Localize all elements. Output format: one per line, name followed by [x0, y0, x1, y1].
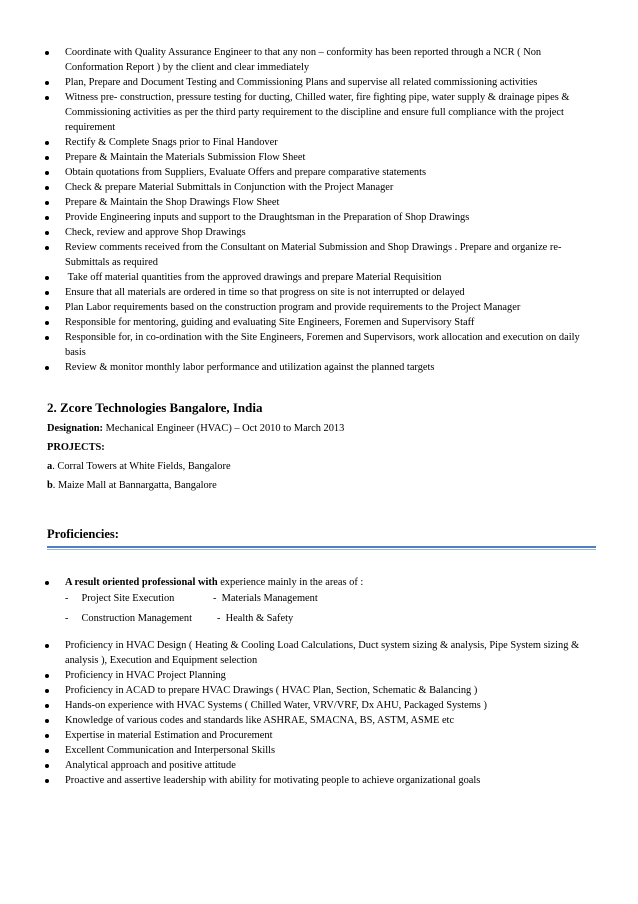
list-item-text: Review & monitor monthly labor performance and utilization against the planned targets	[65, 362, 435, 373]
list-item	[0, 135, 638, 150]
list-item-text: Prepare & Maintain the Materials Submission Flow Sheet	[65, 152, 306, 163]
list-item	[0, 75, 638, 90]
bullet-icon	[45, 201, 49, 205]
bullet-icon	[45, 704, 49, 708]
bullet-icon	[45, 306, 49, 310]
list-item	[0, 743, 638, 758]
section-divider-shadow	[47, 549, 596, 550]
list-item	[0, 240, 638, 270]
list-item-text: Hands-on experience with HVAC Systems ( Chilled Water, VRV/VRF, Dx AHU, Packaged Systems )	[65, 700, 487, 711]
bullet-icon	[45, 764, 49, 768]
bullet-icon	[45, 749, 49, 753]
list-item	[0, 773, 638, 788]
list-item-text: Responsible for, in co-ordination with the Site Engineers, Foremen and Supervisors, work allocation and execution on daily basis	[65, 332, 580, 358]
proficiencies-heading: Proficiencies:	[47, 527, 119, 541]
list-item-text: Provide Engineering inputs and support to the Draughtsman in the Preparation of Shop Drawings	[65, 212, 470, 223]
list-item	[0, 150, 638, 165]
list-item	[0, 668, 638, 683]
list-item	[0, 165, 638, 180]
bullet-icon	[45, 719, 49, 723]
list-item	[0, 330, 638, 360]
bullet-icon	[45, 291, 49, 295]
list-item-text: Proactive and assertive leadership with ability for motivating people to achieve organizational goals	[65, 775, 481, 786]
list-item	[0, 90, 638, 135]
bullet-icon	[45, 171, 49, 175]
bullet-icon	[45, 674, 49, 678]
bullet-icon	[45, 216, 49, 220]
area-right: - Health & Safety	[217, 613, 294, 624]
list-item-text: Excellent Communication and Interpersonal Skills	[65, 745, 276, 756]
area-right: - Materials Management	[213, 593, 318, 604]
area-left: - Project Site Execution	[65, 593, 175, 604]
list-item-text: Coordinate with Quality Assurance Engineer to that any non – conformity has been reported through a NCR ( Non Conformation Report ) by the client and clear immediately	[65, 47, 542, 73]
project-text: . Corral Towers at White Fields, Bangalore	[52, 461, 231, 472]
area-row	[65, 591, 592, 606]
bullet-icon	[45, 96, 49, 100]
list-item-text: Proficiency in HVAC Project Planning	[65, 670, 226, 681]
section-divider	[47, 546, 596, 548]
list-item	[0, 360, 638, 375]
designation-label: Designation:	[47, 423, 103, 434]
bullet-icon	[45, 321, 49, 325]
list-item-text: Check & prepare Material Submittals in Conjunction with the Project Manager	[65, 182, 394, 193]
bullet-icon	[45, 366, 49, 370]
list-item-text: Responsible for mentoring, guiding and evaluating Site Engineers, Foremen and Supervisory Staff	[65, 317, 475, 328]
list-item	[0, 758, 638, 773]
list-item-text: Obtain quotations from Suppliers, Evaluate Offers and prepare comparative statements	[65, 167, 427, 178]
bullet-icon	[45, 644, 49, 648]
bullet-icon	[45, 186, 49, 190]
area-left: - Construction Management	[65, 613, 192, 624]
list-item-text: Take off material quantities from the approved drawings and prepare Material Requisition	[65, 272, 442, 283]
list-item	[0, 195, 638, 210]
list-item-text: Analytical approach and positive attitude	[65, 760, 236, 771]
list-item	[0, 698, 638, 713]
bullet-icon	[45, 689, 49, 693]
responsibilities-list	[0, 45, 638, 375]
list-item-text: Plan Labor requirements based on the construction program and provide requirements to the Project Manager	[65, 302, 521, 313]
list-item	[0, 728, 638, 743]
list-item-text: Knowledge of various codes and standards like ASHRAE, SMACNA, BS, ASTM, ASME etc	[65, 715, 455, 726]
list-item-text: Prepare & Maintain the Shop Drawings Flow Sheet	[65, 197, 280, 208]
project-letter: a	[47, 461, 53, 472]
proficiencies-list	[0, 575, 638, 788]
list-item-text: Proficiency in ACAD to prepare HVAC Drawings ( HVAC Plan, Section, Schematic & Balancing )	[65, 685, 478, 696]
list-item-text: Plan, Prepare and Document Testing and Commissioning Plans and supervise all related commissioning activities	[65, 77, 538, 88]
designation-line	[47, 421, 344, 436]
intro-text: experience mainly in the areas of :	[217, 577, 364, 588]
bullet-icon	[45, 81, 49, 85]
list-item	[0, 285, 638, 300]
list-item	[0, 713, 638, 728]
list-item-text: Expertise in material Estimation and Procurement	[65, 730, 273, 741]
list-item	[0, 270, 638, 285]
list-item	[0, 225, 638, 240]
bullet-icon	[45, 51, 49, 55]
list-item-text: Rectify & Complete Snags prior to Final Handover	[65, 137, 278, 148]
project-text: . Maize Mall at Bannargatta, Bangalore	[52, 480, 217, 491]
designation-value: Mechanical Engineer (HVAC) – Oct 2010 to March 2013	[103, 423, 345, 434]
project-item	[47, 478, 217, 493]
list-item-text: Proficiency in HVAC Design ( Heating & Cooling Load Calculations, Duct system sizing & analysis, Pipe System sizing & analysis ), Execution and Equipment selection	[65, 640, 580, 666]
list-item-text: Review comments received from the Consultant on Material Submission and Shop Drawings . Prepare and organize re-Submittals as required	[65, 242, 562, 268]
list-item	[0, 180, 638, 195]
bullet-icon	[45, 734, 49, 738]
projects-label-text: PROJECTS:	[47, 442, 105, 453]
list-item-text: Ensure that all materials are ordered in time so that progress on site is not interrupted or delayed	[65, 287, 465, 298]
projects-label	[47, 440, 105, 455]
bullet-icon	[45, 246, 49, 250]
employer-heading: 2. Zcore Technologies Bangalore, India	[47, 400, 263, 415]
project-item	[47, 459, 231, 474]
list-item	[0, 638, 638, 668]
bullet-icon	[45, 231, 49, 235]
list-item	[0, 300, 638, 315]
bullet-icon	[45, 276, 49, 280]
list-item	[0, 45, 638, 75]
bullet-icon	[45, 141, 49, 145]
area-row	[65, 611, 592, 626]
bullet-icon	[45, 581, 49, 585]
list-item	[0, 210, 638, 225]
list-item-text: Witness pre- construction, pressure testing for ducting, Chilled water, fire fighting pipe, water supply & drainage pipes & Commissioning activities as per the third party requirement to the discipline and ensure full compliance with the project requirement	[65, 92, 570, 133]
list-item	[0, 575, 638, 626]
list-item	[0, 683, 638, 698]
intro-bold-text: A result oriented professional with	[65, 577, 218, 588]
bullet-icon	[45, 779, 49, 783]
bullet-icon	[45, 336, 49, 340]
bullet-icon	[45, 156, 49, 160]
list-item	[0, 315, 638, 330]
list-item-text: Check, review and approve Shop Drawings	[65, 227, 246, 238]
project-letter: b	[47, 480, 53, 491]
